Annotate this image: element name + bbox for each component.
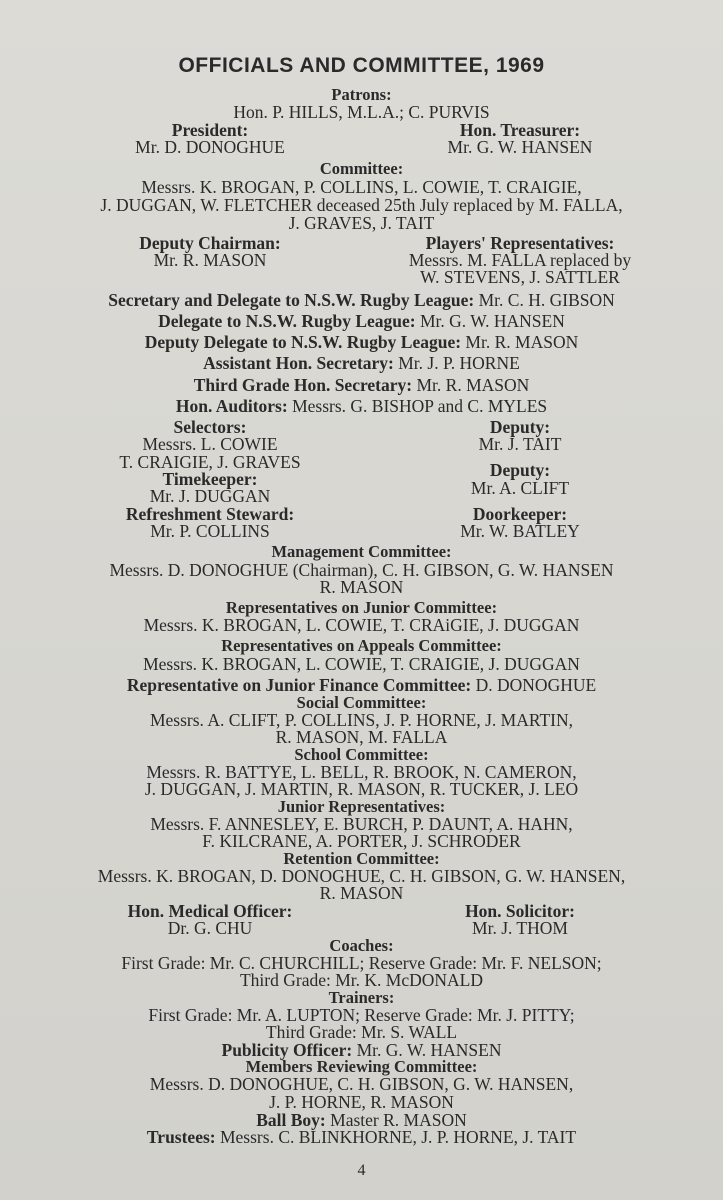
- deputy-text-2: Mr. A. CLIFT: [470, 478, 570, 498]
- junior-finance-label: Representative on Junior Finance Committee:: [126, 675, 472, 695]
- trainers-line: First Grade: Mr. A. LUPTON; Reserve Grade: Mr. J. PITTY;: [148, 1005, 575, 1025]
- management-line: R. MASON: [319, 577, 404, 597]
- committee-line: J. DUGGAN, W. FLETCHER deceased 25th July replaced by M. FALLA,: [100, 195, 623, 215]
- trustees-line: [0, 1128, 723, 1146]
- doorkeeper-heading: Doorkeeper:: [472, 504, 568, 524]
- medical-heading: Hon. Medical Officer:: [127, 901, 293, 921]
- third-grade-secretary-line: [0, 376, 723, 394]
- management-line: Messrs. D. DONOGHUE (Chairman), C. H. GIBSON, G. W. HANSEN: [109, 560, 614, 580]
- delegate-label: Delegate to N.S.W. Rugby League:: [158, 311, 416, 331]
- secretary-name: Mr. C. H. GIBSON: [478, 290, 615, 310]
- page-title: OFFICIALS AND COMMITTEE, 1969: [178, 54, 545, 77]
- ballboy-name: Master R. MASON: [330, 1110, 467, 1130]
- delegate-line: [0, 312, 723, 330]
- junior-finance-line: [0, 676, 723, 694]
- selectors-line: Messrs. L. COWIE: [142, 434, 278, 454]
- coaches-line: First Grade: Mr. C. CHURCHILL; Reserve Grade: Mr. F. NELSON;: [121, 953, 602, 973]
- treasurer-heading: Hon. Treasurer:: [459, 120, 581, 140]
- junior-representatives-heading: Junior Representatives:: [277, 797, 446, 816]
- deputy-heading: Deputy:: [489, 417, 551, 437]
- junior-finance-name: D. DONOGHUE: [475, 675, 597, 695]
- trustees-name: Messrs. C. BLINKHORNE, J. P. HORNE, J. TAIT: [219, 1127, 577, 1147]
- asst-secretary-name: Mr. J. P. HORNE: [398, 353, 520, 373]
- president-text: Mr. D. DONOGHUE: [135, 137, 285, 157]
- page-number: 4: [357, 1162, 366, 1179]
- committee-heading: Committee:: [319, 159, 404, 178]
- timekeeper-text: Mr. J. DUGGAN: [149, 486, 271, 506]
- patrons-text: Hon. P. HILLS, M.L.A.; C. PURVIS: [233, 102, 490, 122]
- deputy-delegate-label: Deputy Delegate to N.S.W. Rugby League:: [144, 332, 462, 352]
- coaches-heading: Coaches:: [329, 936, 394, 955]
- secretary-line: [0, 291, 723, 309]
- school-line: J. DUGGAN, J. MARTIN, R. MASON, R. TUCKER, J. LEO: [144, 779, 579, 799]
- social-heading: Social Committee:: [296, 693, 427, 712]
- solicitor-text: Mr. J. THOM: [472, 918, 568, 938]
- deputy-delegate-name: Mr. R. MASON: [465, 332, 579, 352]
- committee-line: J. GRAVES, J. TAIT: [288, 213, 435, 233]
- appeals-heading: Representatives on Appeals Committee:: [221, 636, 502, 655]
- appeals-text: Messrs. K. BROGAN, L. COWIE, T. CRAIGIE, J. DUGGAN: [143, 654, 580, 674]
- third-grade-secretary-name: Mr. R. MASON: [416, 375, 530, 395]
- deputy-chairman-heading: Deputy Chairman:: [139, 233, 281, 253]
- secretary-label: Secretary and Delegate to N.S.W. Rugby League:: [108, 290, 475, 310]
- refreshment-heading: Refreshment Steward:: [125, 504, 295, 524]
- president-heading: President:: [171, 120, 249, 140]
- treasurer-text: Mr. G. W. HANSEN: [447, 137, 593, 157]
- junior-reps-text: Messrs. K. BROGAN, L. COWIE, T. CRAiGIE, J. DUGGAN: [143, 615, 580, 635]
- junior-representatives-line: Messrs. F. ANNESLEY, E. BURCH, P. DAUNT, A. HAHN,: [150, 814, 573, 834]
- retention-line: R. MASON: [319, 883, 404, 903]
- delegate-name: Mr. G. W. HANSEN: [419, 311, 565, 331]
- players-reps-heading: Players' Representatives:: [425, 233, 615, 253]
- timekeeper-heading: Timekeeper:: [162, 469, 258, 489]
- refreshment-text: Mr. P. COLLINS: [150, 521, 270, 541]
- players-reps-line: Messrs. M. FALLA replaced by: [408, 250, 632, 270]
- reviewing-line: J. P. HORNE, R. MASON: [269, 1092, 454, 1112]
- reviewing-line: Messrs. D. DONOGHUE, C. H. GIBSON, G. W. HANSEN,: [149, 1074, 574, 1094]
- trainers-line: Third Grade: Mr. S. WALL: [265, 1022, 458, 1042]
- selectors-line: T. CRAIGIE, J. GRAVES: [119, 452, 301, 472]
- social-line: Messrs. A. CLIFT, P. COLLINS, J. P. HORNE, J. MARTIN,: [149, 710, 574, 730]
- asst-secretary-line: [0, 354, 723, 372]
- publicity-name: Mr. G. W. HANSEN: [356, 1040, 502, 1060]
- patrons-heading: Patrons:: [331, 85, 392, 104]
- trainers-heading: Trainers:: [328, 988, 395, 1007]
- trustees-label: Trustees:: [146, 1127, 216, 1147]
- medical-text: Dr. G. CHU: [167, 918, 253, 938]
- social-line: R. MASON, M. FALLA: [275, 727, 448, 747]
- ballboy-label: Ball Boy:: [256, 1110, 326, 1130]
- school-line: Messrs. R. BATTYE, L. BELL, R. BROOK, N. CAMERON,: [146, 762, 577, 782]
- doorkeeper-text: Mr. W. BATLEY: [460, 521, 580, 541]
- solicitor-heading: Hon. Solicitor:: [465, 901, 575, 921]
- deputy-chairman-text: Mr. R. MASON: [153, 250, 267, 270]
- deputy-text: Mr. J. TAIT: [478, 434, 562, 454]
- deputy-delegate-line: [0, 333, 723, 351]
- auditors-line: [0, 397, 723, 415]
- third-grade-secretary-label: Third Grade Hon. Secretary:: [193, 375, 413, 395]
- retention-line: Messrs. K. BROGAN, D. DONOGHUE, C. H. GIBSON, G. W. HANSEN,: [97, 866, 626, 886]
- deputy-heading-2: Deputy:: [489, 460, 551, 480]
- school-heading: School Committee:: [294, 745, 429, 764]
- retention-heading: Retention Committee:: [283, 849, 440, 868]
- junior-reps-heading: Representatives on Junior Committee:: [225, 598, 498, 617]
- auditors-name: Messrs. G. BISHOP and C. MYLES: [292, 396, 548, 416]
- players-reps-line: W. STEVENS, J. SATTLER: [420, 267, 620, 287]
- auditors-label: Hon. Auditors:: [175, 396, 288, 416]
- publicity-label: Publicity Officer:: [221, 1040, 353, 1060]
- committee-line: Messrs. K. BROGAN, P. COLLINS, L. COWIE, T. CRAIGIE,: [141, 177, 582, 197]
- junior-representatives-line: F. KILCRANE, A. PORTER, J. SCHRODER: [202, 831, 521, 851]
- asst-secretary-label: Assistant Hon. Secretary:: [203, 353, 394, 373]
- reviewing-heading: Members Reviewing Committee:: [245, 1057, 478, 1076]
- coaches-line: Third Grade: Mr. K. McDONALD: [239, 970, 483, 990]
- selectors-heading: Selectors:: [173, 417, 247, 437]
- management-heading: Management Committee:: [271, 542, 452, 561]
